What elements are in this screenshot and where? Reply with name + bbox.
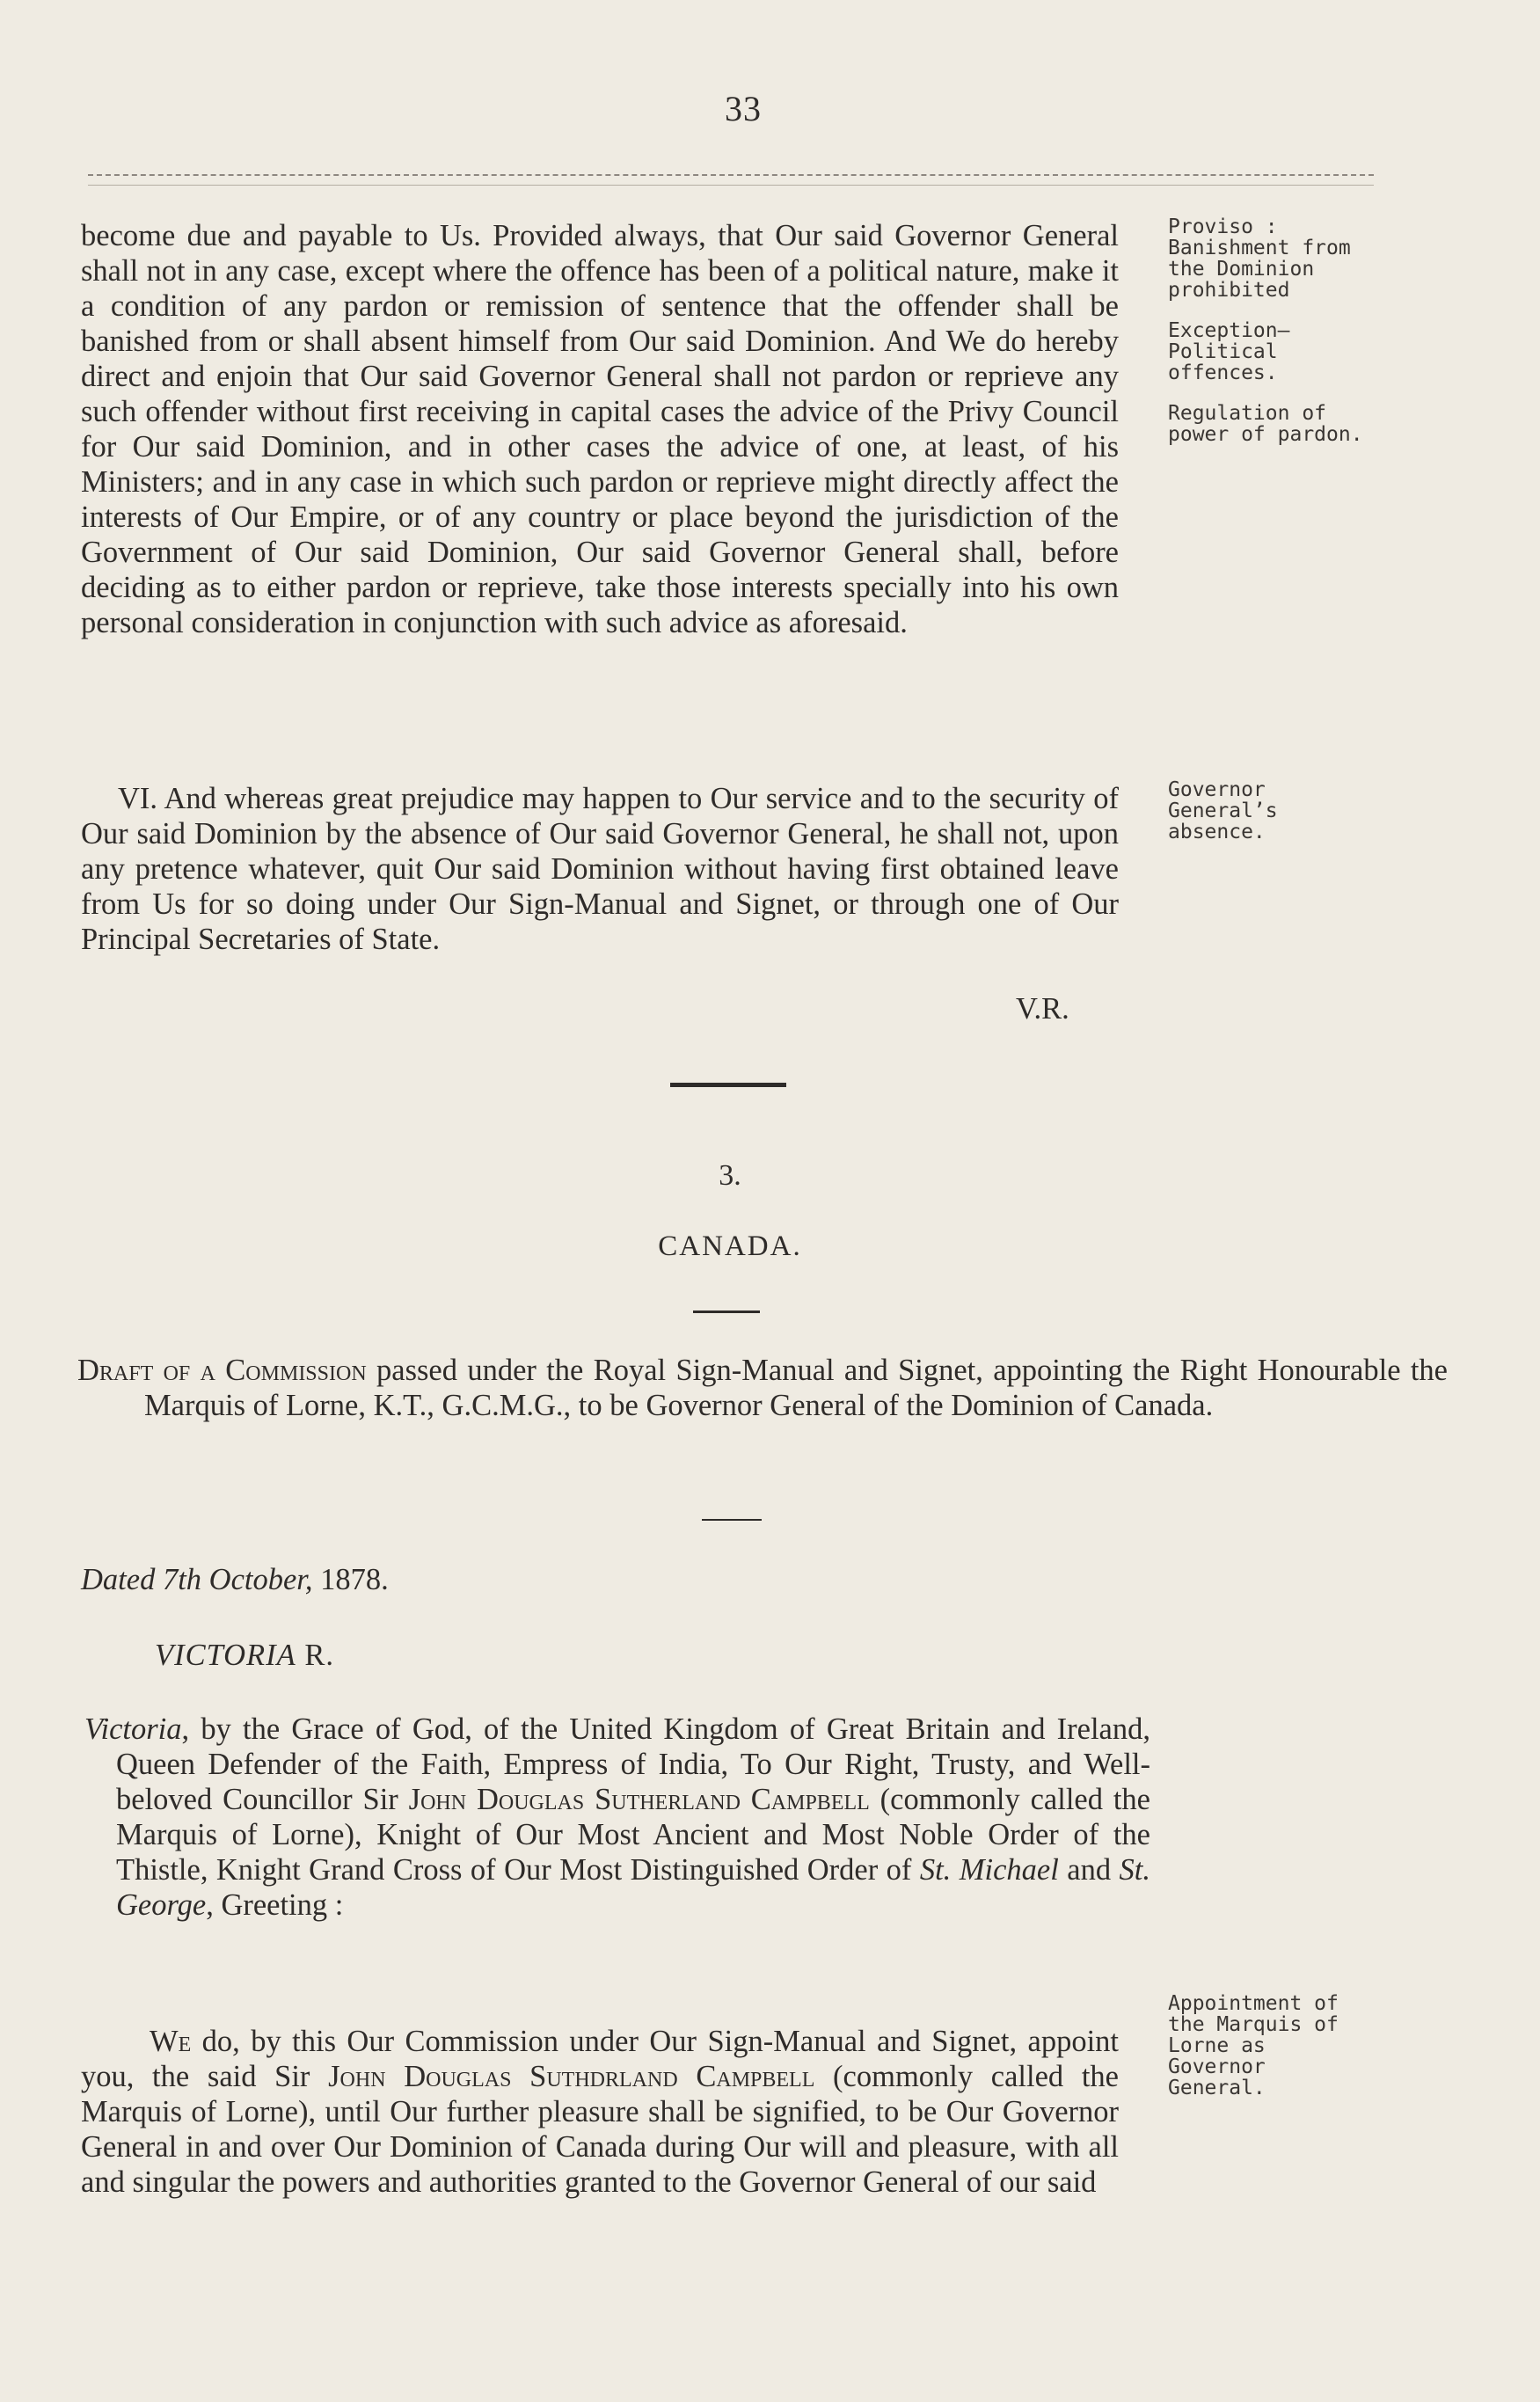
section-6-signature: V.R. (1016, 992, 1069, 1026)
commission-text-1: do, by this Our Commission under Our Sign-Manual and Signet, appoint you, the said Sir (81, 2024, 1119, 2093)
page-number: 33 (725, 89, 762, 128)
address-greeting: , Greeting : (206, 1888, 344, 1922)
section-5-text (81, 218, 1119, 640)
header-rule (88, 174, 1374, 176)
draft-divider (702, 1519, 762, 1521)
section-6-text (81, 781, 1119, 957)
address-st-michael: St. Michael (919, 1853, 1059, 1887)
draft-text: passed under the Royal Sign-Manual and Signet, appointing the Right Honourable the Marquis of Lorne, K.T., G.C.M.G., to be Governor General of the Dominion of Canada. (144, 1354, 1448, 1422)
margin-note-absence: Governor General’s absence. (1168, 778, 1278, 843)
section-5-paragraph: become due and payable to Us. Provided always, that Our said Governor General shall not in any case, except where the offence has been of a political nature, make it a condition of any pardon or remission of sentence that the offender shall be banished from or shall absent himself from Our said Dominion. And We do hereby direct and enjoin that Our said Governor General shall not pardon or reprieve any such offender without first receiving in capital cases the advice of the Privy Council for Our said Dominion, and in other cases the advice of one, at least, of his Ministers; and in any case in which such pardon or reprieve might directly affect the interests of Our Empire, or of any country or place beyond the jurisdiction of the Government of Our said Dominion, Our said Governor General shall, before deciding as to either pardon or reprieve, take those interests specially into his own personal consideration in conjunction with such advice as aforesaid. (81, 219, 1119, 639)
margin-note-proviso: Proviso : Banishment from the Dominion prohibited (1168, 215, 1351, 302)
address-text-1: , by the Grace of God, of the United Kingdom of Great Britain and Ireland, Queen Defender of the Faith, Empress of India, To Our Right, Trusty, and Well-beloved Councillor Sir (116, 1712, 1150, 1816)
title-divider (693, 1311, 760, 1313)
margin-notes-section-6 (1168, 779, 1370, 862)
address-victoria: Victoria (84, 1712, 182, 1746)
document-title: CANADA. (658, 1230, 802, 1262)
royal-address (84, 1712, 1150, 1923)
section-6-paragraph: VI. And whereas great prejudice may happen to Our service and to the security of Our said Dominion by the absence of Our said Governor General, he shall not, upon any pretence whatever, quit Our said Dominion without having first obtained leave from Us for so doing under Our Sign-Manual and Signet, or through one of Our Principal Secretaries of State. (81, 782, 1119, 956)
draft-description (77, 1353, 1448, 1423)
royal-signature (155, 1639, 334, 1673)
commission-text (81, 1993, 1119, 2230)
section-divider (670, 1083, 786, 1087)
commission-text-2: (commonly called the Marquis of Lorne), until Our further pleasure shall be signified, to be Our Governor General in and over Our Dominion of Canada during Our will and pleasure, with all and singular the powers and authorities granted to the Governor General of our said (81, 2059, 1119, 2199)
margin-note-exception: Exception— Political offences. (1168, 319, 1290, 384)
margin-notes-commission (1168, 1993, 1370, 2118)
margin-notes-section-5 (1168, 216, 1370, 464)
address-name: John Douglas Sutherland Campbell (408, 1783, 870, 1816)
header-rule-secondary (88, 185, 1374, 186)
dated-line (81, 1563, 389, 1597)
draft-heading: Draft of a Commission (77, 1354, 367, 1387)
address-text-2: (commonly called the Marquis of Lorne), Knight of Our Most Ancient and Most Noble Order of the Thistle, Knight Grand Cross of Our Most Distinguished Order of (116, 1783, 1150, 1887)
commission-we: We (150, 2024, 192, 2058)
address-st-george: St. George (116, 1853, 1150, 1922)
dated-label: Dated 7th October, (81, 1563, 313, 1596)
royal-signature-name: VICTORIA (155, 1639, 296, 1672)
commission-paragraph (81, 2024, 1119, 2200)
royal-signature-suffix: R. (296, 1639, 334, 1672)
margin-note-appointment: Appointment of the Marquis of Lorne as Governor General. (1168, 1992, 1339, 2099)
address-and: and (1058, 1853, 1120, 1887)
dated-year: 1878. (312, 1563, 389, 1596)
document-number: 3. (719, 1159, 741, 1192)
commission-name: John Douglas Suthdrland Campbell (328, 2059, 815, 2093)
margin-note-regulation: Regulation of power of pardon. (1168, 402, 1363, 446)
